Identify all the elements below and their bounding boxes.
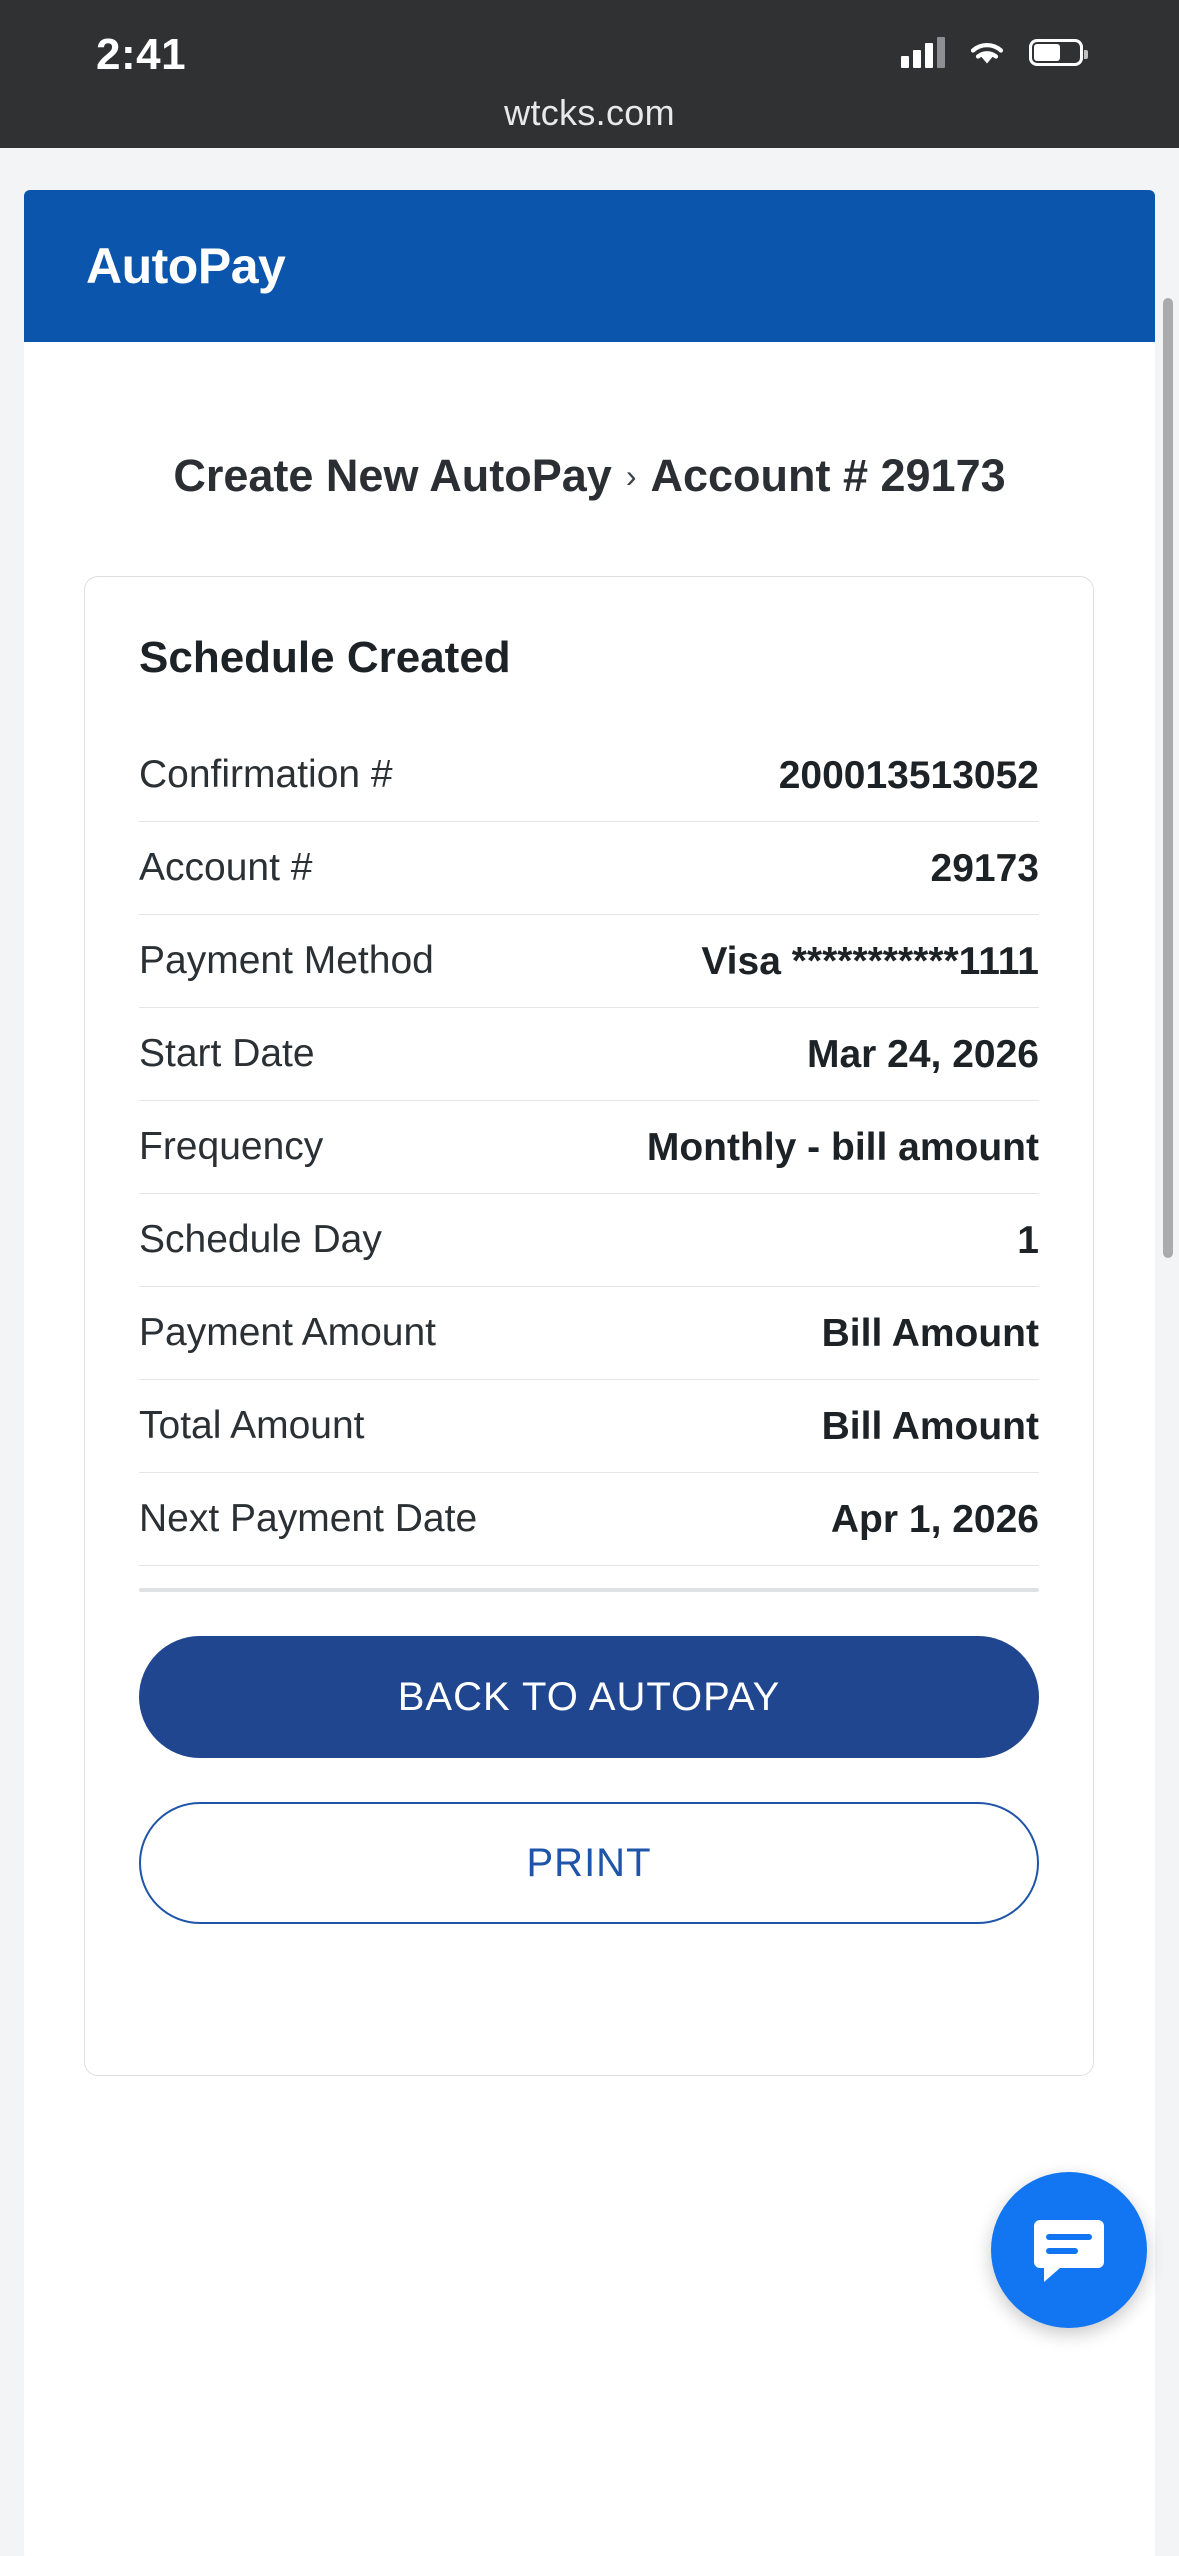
status-bar-icons (901, 36, 1083, 68)
row-value-next-payment-date: Apr 1, 2026 (830, 1498, 1039, 1542)
row-label-payment-amount: Payment Amount (139, 1311, 436, 1355)
app-header (24, 190, 1155, 342)
row-value-account: 29173 (930, 847, 1039, 891)
table-row (139, 822, 1039, 915)
status-bar-time: 2:41 (96, 30, 187, 79)
row-label-confirmation: Confirmation # (139, 753, 393, 796)
row-value-frequency: Monthly - bill amount (646, 1126, 1039, 1170)
browser-url-label[interactable]: wtcks.com (504, 92, 675, 133)
chat-bubble-icon[interactable] (991, 2172, 1147, 2328)
app-title: AutoPay (86, 238, 286, 294)
wifi-icon (967, 37, 1007, 67)
chevron-right-icon: › (625, 457, 637, 494)
schedule-created-panel (84, 576, 1094, 2076)
vertical-scrollbar[interactable] (1163, 298, 1173, 1258)
breadcrumb-current: Account # 29173 (650, 450, 1006, 501)
table-row (139, 1287, 1039, 1380)
row-label-next-payment-date: Next Payment Date (139, 1497, 478, 1541)
row-value-total-amount: Bill Amount (821, 1405, 1039, 1449)
row-value-payment-amount: Bill Amount (821, 1312, 1039, 1356)
page-body (0, 148, 1179, 2556)
row-label-payment-method: Payment Method (139, 939, 434, 983)
breadcrumb-parent-link[interactable]: Create New AutoPay (173, 450, 612, 501)
table-row (139, 729, 1039, 822)
table-row (139, 1473, 1039, 1566)
table-row (139, 1194, 1039, 1287)
table-row (139, 1008, 1039, 1101)
back-to-autopay-button[interactable]: BACK TO AUTOPAY (139, 1636, 1039, 1758)
section-divider (139, 1588, 1039, 1592)
row-value-confirmation: 200013513052 (778, 754, 1039, 797)
row-value-start-date: Mar 24, 2026 (806, 1033, 1039, 1077)
breadcrumb (24, 450, 1155, 502)
panel-title: Schedule Created (139, 633, 511, 682)
status-bar (0, 0, 1179, 148)
row-label-account: Account # (139, 846, 313, 890)
table-row (139, 1380, 1039, 1473)
row-label-total-amount: Total Amount (139, 1404, 365, 1448)
row-value-schedule-day: 1 (1017, 1219, 1039, 1263)
print-button[interactable]: PRINT (139, 1802, 1039, 1924)
battery-icon (1029, 39, 1083, 66)
row-label-start-date: Start Date (139, 1032, 315, 1076)
row-label-frequency: Frequency (139, 1125, 324, 1169)
app-card (24, 190, 1155, 2556)
row-value-payment-method: Visa ***********1111 (701, 940, 1039, 984)
row-label-schedule-day: Schedule Day (139, 1218, 382, 1262)
table-row (139, 915, 1039, 1008)
table-row (139, 1101, 1039, 1194)
cellular-signal-icon (901, 36, 945, 68)
